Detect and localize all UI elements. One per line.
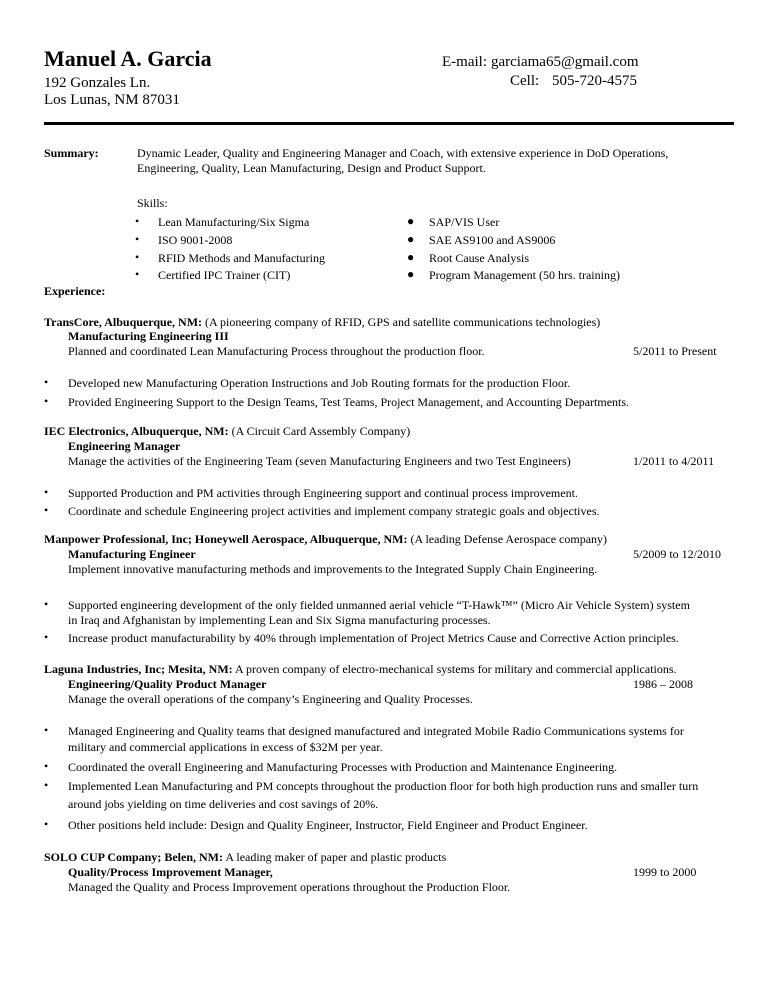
bullet-icon: • bbox=[135, 214, 140, 228]
bullet-icon: • bbox=[44, 759, 49, 773]
job-bullet: Other positions held include: Design and Quality Engineer, Instructor, Field Engineer and Product Engineer. bbox=[68, 818, 588, 832]
job-summary: Managed the Quality and Process Improvement operations throughout the Production Floor. bbox=[68, 880, 511, 894]
job-summary: Implement innovative manufacturing methods and improvements to the Integrated Supply Chain Engineering. bbox=[68, 562, 598, 576]
job-heading bbox=[44, 315, 600, 330]
email-label: E-mail: bbox=[442, 54, 487, 70]
address-line-2: Los Lunas, NM 87031 bbox=[44, 92, 180, 108]
skill-item: Root Cause Analysis bbox=[429, 251, 530, 265]
bullet-icon: ● bbox=[407, 232, 415, 246]
bullet-icon: ● bbox=[407, 250, 415, 264]
bullet-icon: • bbox=[135, 232, 140, 246]
cell-label: Cell: bbox=[510, 73, 540, 89]
job-summary: Planned and coordinated Lean Manufacturing Process throughout the production floor. bbox=[68, 344, 485, 358]
job-company: Laguna Industries, Inc; Mesita, NM: bbox=[44, 662, 233, 676]
job-dates: 5/2011 to Present bbox=[633, 344, 717, 358]
job-summary: Manage the activities of the Engineering Team (seven Manufacturing Engineers and two Test Engineers) bbox=[68, 454, 571, 468]
job-bullet: Supported engineering development of the only fielded unmanned aerial vehicle “T-Hawk™” (Micro Air Vehicle System) system bbox=[68, 598, 690, 612]
job-bullet: Increase product manufacturability by 40% through implementation of Project Metrics Cause and Corrective Action principles. bbox=[68, 631, 679, 645]
skill-item: Program Management (50 hrs. training) bbox=[429, 268, 620, 282]
job-bullet-continued: in Iraq and Afghanistan by implementing Lean and Six Sigma manufacturing processes. bbox=[68, 613, 491, 627]
job-title: Quality/Process Improvement Manager, bbox=[68, 865, 273, 879]
cell-value: 505-720-4575 bbox=[552, 73, 637, 89]
skill-item: Certified IPC Trainer (CIT) bbox=[158, 268, 291, 282]
job-dates: 1986 – 2008 bbox=[633, 677, 693, 691]
job-heading bbox=[44, 424, 410, 439]
skills-label: Skills: bbox=[137, 196, 168, 210]
job-bullet: Provided Engineering Support to the Design Teams, Test Teams, Project Management, and Accounting Departments. bbox=[68, 395, 630, 409]
bullet-icon: • bbox=[44, 817, 49, 831]
job-description: (A leading Defense Aerospace company) bbox=[407, 532, 608, 546]
job-company: TransCore, Albuquerque, NM: bbox=[44, 315, 203, 329]
job-heading bbox=[44, 532, 607, 547]
job-company: Manpower Professional, Inc; Honeywell Aerospace, Albuquerque, NM: bbox=[44, 532, 408, 546]
job-heading bbox=[44, 850, 446, 865]
job-bullet: Implemented Lean Manufacturing and PM concepts throughout the production floor for both high production runs and smaller turn bbox=[68, 779, 699, 793]
job-heading bbox=[44, 662, 677, 677]
job-description: A leading maker of paper and plastic products bbox=[223, 850, 447, 864]
bullet-icon: • bbox=[44, 723, 49, 737]
job-bullet-continued: around jobs yielding on time deliveries and cost savings of 20%. bbox=[68, 797, 379, 811]
experience-label: Experience: bbox=[44, 284, 106, 298]
bullet-icon: ● bbox=[407, 267, 415, 281]
bullet-icon: • bbox=[44, 778, 49, 792]
job-title: Manufacturing Engineer bbox=[68, 547, 196, 561]
job-dates: 1999 to 2000 bbox=[633, 865, 697, 879]
job-description: (A pioneering company of RFID, GPS and satellite communications technologies) bbox=[202, 315, 601, 329]
bullet-icon: • bbox=[44, 503, 49, 517]
skill-item: SAP/VIS User bbox=[429, 215, 500, 229]
summary-line-2: Engineering, Quality, Lean Manufacturing, Design and Product Support. bbox=[137, 161, 486, 175]
email-value[interactable]: garciama65@gmail.com bbox=[491, 54, 639, 70]
job-title: Engineering/Quality Product Manager bbox=[68, 677, 267, 691]
resume-name: Manuel A. Garcia bbox=[44, 46, 212, 71]
bullet-icon: • bbox=[135, 267, 140, 281]
job-title: Manufacturing Engineering III bbox=[68, 329, 229, 343]
skill-item: RFID Methods and Manufacturing bbox=[158, 251, 325, 265]
skill-item: Lean Manufacturing/Six Sigma bbox=[158, 215, 310, 229]
bullet-icon: ● bbox=[407, 214, 415, 228]
bullet-icon: • bbox=[44, 485, 49, 499]
job-dates: 5/2009 to 12/2010 bbox=[633, 547, 722, 561]
job-dates: 1/2011 to 4/2011 bbox=[633, 454, 715, 468]
job-title: Engineering Manager bbox=[68, 439, 181, 453]
bullet-icon: • bbox=[44, 375, 49, 389]
bullet-icon: • bbox=[44, 597, 49, 611]
job-description: (A Circuit Card Assembly Company) bbox=[228, 424, 411, 438]
job-bullet-continued: military and commercial applications in excess of $32M per year. bbox=[68, 740, 383, 754]
summary-label: Summary: bbox=[44, 146, 99, 160]
job-bullet: Supported Production and PM activities through Engineering support and continual process improvement. bbox=[68, 486, 578, 500]
summary-line-1: Dynamic Leader, Quality and Engineering Manager and Coach, with extensive experience in DoD Operations, bbox=[137, 146, 669, 160]
job-description: A proven company of electro-mechanical systems for military and commercial applications. bbox=[232, 662, 677, 676]
job-bullet: Coordinated the overall Engineering and Manufacturing Processes with Production and Maintenance Engineering. bbox=[68, 760, 618, 774]
job-bullet: Developed new Manufacturing Operation Instructions and Job Routing formats for the production Floor. bbox=[68, 376, 571, 390]
job-summary: Manage the overall operations of the company’s Engineering and Quality Processes. bbox=[68, 692, 473, 706]
bullet-icon: • bbox=[135, 250, 140, 264]
job-bullet: Managed Engineering and Quality teams that designed manufactured and integrated Mobile Radio Communications systems for bbox=[68, 724, 684, 738]
address-line-1: 192 Gonzales Ln. bbox=[44, 75, 151, 91]
bullet-icon: • bbox=[44, 394, 49, 408]
job-bullet: Coordinate and schedule Engineering project activities and implement company strategic goals and objectives. bbox=[68, 504, 600, 518]
job-company: SOLO CUP Company; Belen, NM: bbox=[44, 850, 224, 864]
bullet-icon: • bbox=[44, 630, 49, 644]
skill-item: SAE AS9100 and AS9006 bbox=[429, 233, 556, 247]
skill-item: ISO 9001-2008 bbox=[158, 233, 233, 247]
job-company: IEC Electronics, Albuquerque, NM: bbox=[44, 424, 229, 438]
header-divider bbox=[44, 122, 734, 125]
